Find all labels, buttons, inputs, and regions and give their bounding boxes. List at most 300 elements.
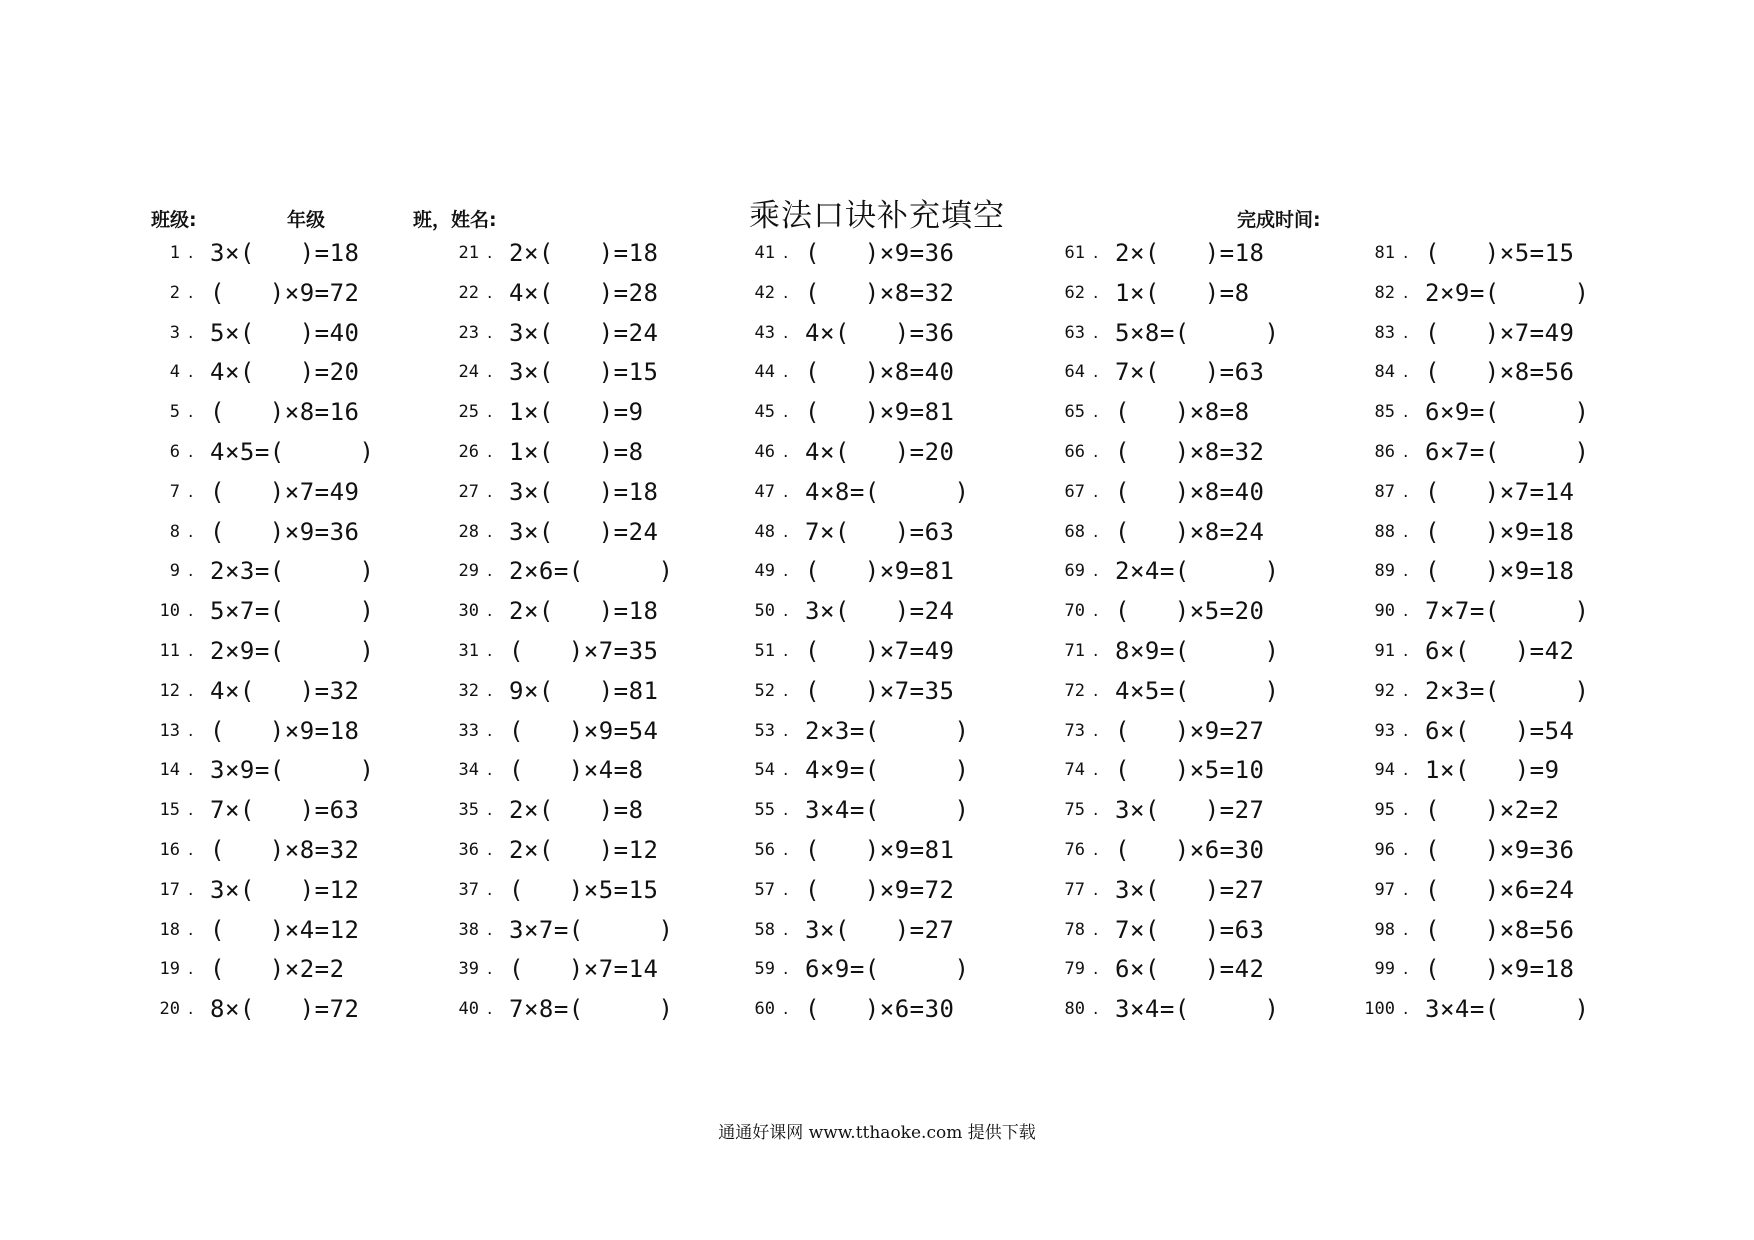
problem-row xyxy=(1343,353,1643,393)
problem-expression: ( )×5=15 xyxy=(1425,239,1575,267)
problem-number: 7 xyxy=(169,481,180,502)
problem-number: 14 xyxy=(159,760,180,781)
problem-expression: 6×( )=54 xyxy=(1425,716,1575,745)
problem-row xyxy=(128,712,428,752)
problem-separator: . xyxy=(783,999,789,1020)
problem-row xyxy=(1343,791,1643,831)
problem-row xyxy=(1343,751,1643,791)
problem-separator: . xyxy=(783,561,789,582)
problem-row xyxy=(128,950,428,990)
problem-row xyxy=(1343,950,1643,990)
problem-number: 56 xyxy=(754,839,775,860)
problem-row xyxy=(723,911,1023,951)
problem-expression: ( )×9=18 xyxy=(1425,557,1575,586)
problem-expression: 3×( )=12 xyxy=(210,875,360,904)
problem-separator: . xyxy=(1403,959,1409,980)
problem-row xyxy=(1033,592,1333,632)
problem-row xyxy=(427,552,727,592)
problem-expression: ( )×8=8 xyxy=(1115,398,1250,427)
problem-expression: ( )×9=81 xyxy=(805,398,955,427)
problem-number: 44 xyxy=(754,362,775,383)
problem-separator: . xyxy=(1403,601,1409,622)
problem-expression: 2×3=( ) xyxy=(805,716,970,745)
problem-expression: 3×9=( ) xyxy=(210,756,375,785)
problem-number: 41 xyxy=(754,243,775,263)
problem-separator: . xyxy=(783,720,789,741)
problem-expression: 1×( )=9 xyxy=(509,398,644,427)
problem-row xyxy=(1343,911,1643,951)
problem-column-4 xyxy=(1033,234,1333,1030)
problem-number: 98 xyxy=(1374,919,1395,940)
problem-expression: ( )×4=12 xyxy=(210,915,360,944)
problem-number: 68 xyxy=(1064,521,1085,542)
problem-expression: 8×9=( ) xyxy=(1115,636,1280,665)
problem-number: 85 xyxy=(1374,402,1395,423)
problem-separator: . xyxy=(783,362,789,383)
problem-row xyxy=(1343,552,1643,592)
problem-row xyxy=(1033,393,1333,433)
problem-number: 77 xyxy=(1064,879,1085,900)
problem-row xyxy=(723,274,1023,314)
problem-row xyxy=(1343,433,1643,473)
problem-expression: ( )×9=36 xyxy=(805,239,955,267)
problem-separator: . xyxy=(1093,640,1099,661)
problem-expression: ( )×9=36 xyxy=(210,517,360,546)
problem-expression: 4×5=( ) xyxy=(210,437,375,466)
problem-column-1 xyxy=(128,234,428,1030)
problem-row xyxy=(723,672,1023,712)
problem-separator: . xyxy=(1403,481,1409,502)
problem-expression: 4×( )=36 xyxy=(805,318,955,347)
problem-number: 42 xyxy=(754,282,775,303)
problem-expression: 4×5=( ) xyxy=(1115,676,1280,705)
problem-column-5 xyxy=(1343,234,1643,1030)
problem-row xyxy=(1033,712,1333,752)
problem-expression: ( )×7=14 xyxy=(509,955,659,984)
problem-expression: 4×( )=32 xyxy=(210,676,360,705)
problem-number: 94 xyxy=(1374,760,1395,781)
problem-number: 34 xyxy=(458,760,479,781)
problem-row xyxy=(128,592,428,632)
problem-row xyxy=(427,911,727,951)
problem-row xyxy=(1033,871,1333,911)
problem-expression: ( )×5=10 xyxy=(1115,756,1265,785)
problem-number: 52 xyxy=(754,680,775,701)
problem-expression: 2×9=( ) xyxy=(210,636,375,665)
problem-row xyxy=(128,314,428,354)
problem-row xyxy=(427,672,727,712)
problem-row xyxy=(427,751,727,791)
problem-row xyxy=(1033,552,1333,592)
problem-separator: . xyxy=(487,879,493,900)
problem-number: 51 xyxy=(754,640,775,661)
problem-separator: . xyxy=(783,322,789,343)
problem-separator: . xyxy=(1093,441,1099,462)
problem-separator: . xyxy=(188,481,194,502)
problem-number: 58 xyxy=(754,919,775,940)
problem-separator: . xyxy=(1093,561,1099,582)
problem-separator: . xyxy=(487,601,493,622)
problem-separator: . xyxy=(188,879,194,900)
problem-separator: . xyxy=(1093,680,1099,701)
problem-row xyxy=(1343,672,1643,712)
problem-row xyxy=(427,513,727,553)
problem-separator: . xyxy=(1093,760,1099,781)
problem-number: 32 xyxy=(458,680,479,701)
problem-separator: . xyxy=(1093,243,1099,263)
problem-number: 96 xyxy=(1374,839,1395,860)
problem-number: 6 xyxy=(169,441,180,462)
problem-expression: ( )×2=2 xyxy=(210,955,345,984)
problem-row xyxy=(1033,353,1333,393)
problem-separator: . xyxy=(1093,919,1099,940)
problem-separator: . xyxy=(783,959,789,980)
problem-number: 21 xyxy=(458,243,479,263)
problem-expression: 2×4=( ) xyxy=(1115,557,1280,586)
problem-number: 71 xyxy=(1064,640,1085,661)
problem-number: 73 xyxy=(1064,720,1085,741)
problem-row xyxy=(723,353,1023,393)
problem-expression: 2×( )=18 xyxy=(509,239,659,267)
problem-row xyxy=(1033,473,1333,513)
problem-separator: . xyxy=(783,640,789,661)
problem-separator: . xyxy=(487,640,493,661)
problem-separator: . xyxy=(188,402,194,423)
problem-row xyxy=(1343,314,1643,354)
problem-row xyxy=(723,791,1023,831)
problem-row xyxy=(128,473,428,513)
grade-label: 年级 xyxy=(287,209,326,231)
problem-expression: 4×9=( ) xyxy=(805,756,970,785)
problem-number: 76 xyxy=(1064,839,1085,860)
problem-row xyxy=(427,592,727,632)
problem-number: 13 xyxy=(159,720,180,741)
problem-row xyxy=(1343,871,1643,911)
problem-separator: . xyxy=(783,919,789,940)
problem-expression: 3×( )=27 xyxy=(805,915,955,944)
problem-row xyxy=(1343,831,1643,871)
problem-expression: ( )×7=35 xyxy=(509,636,659,665)
problem-number: 84 xyxy=(1374,362,1395,383)
problem-row xyxy=(1343,393,1643,433)
problem-row xyxy=(128,831,428,871)
problem-row xyxy=(128,433,428,473)
problem-row xyxy=(1343,632,1643,672)
problem-number: 10 xyxy=(159,601,180,622)
problem-row xyxy=(723,234,1023,274)
problem-row xyxy=(723,871,1023,911)
problem-number: 9 xyxy=(169,561,180,582)
problem-expression: 5×8=( ) xyxy=(1115,318,1280,347)
problem-separator: . xyxy=(1093,521,1099,542)
problem-separator: . xyxy=(188,919,194,940)
problem-separator: . xyxy=(1403,441,1409,462)
problem-separator: . xyxy=(1093,720,1099,741)
problem-separator: . xyxy=(783,879,789,900)
problem-number: 11 xyxy=(159,640,180,661)
problem-expression: 1×( )=8 xyxy=(1115,278,1250,307)
completion-time-label: 完成时间: xyxy=(1237,209,1321,231)
problem-separator: . xyxy=(487,760,493,781)
problem-number: 75 xyxy=(1064,800,1085,821)
problem-expression: ( )×5=20 xyxy=(1115,597,1265,626)
problem-expression: 7×( )=63 xyxy=(210,796,360,825)
problem-separator: . xyxy=(188,720,194,741)
problem-number: 79 xyxy=(1064,959,1085,980)
problem-number: 49 xyxy=(754,561,775,582)
problem-number: 4 xyxy=(169,362,180,383)
problem-row xyxy=(128,353,428,393)
problem-expression: ( )×6=30 xyxy=(1115,835,1265,864)
problem-separator: . xyxy=(188,322,194,343)
problem-number: 45 xyxy=(754,402,775,423)
problem-expression: 6×9=( ) xyxy=(1425,398,1590,427)
problem-number: 82 xyxy=(1374,282,1395,303)
problem-separator: . xyxy=(487,959,493,980)
problem-expression: 4×8=( ) xyxy=(805,477,970,506)
problem-row xyxy=(1033,831,1333,871)
problem-number: 70 xyxy=(1064,601,1085,622)
problem-row xyxy=(723,712,1023,752)
problem-separator: . xyxy=(188,521,194,542)
problem-separator: . xyxy=(783,800,789,821)
problem-number: 59 xyxy=(754,959,775,980)
problem-expression: 2×( )=18 xyxy=(509,597,659,626)
problem-expression: 6×9=( ) xyxy=(805,955,970,984)
problem-expression: ( )×9=81 xyxy=(805,557,955,586)
problem-separator: . xyxy=(1403,322,1409,343)
problem-expression: ( )×9=36 xyxy=(1425,835,1575,864)
problem-separator: . xyxy=(1093,999,1099,1020)
problem-number: 67 xyxy=(1064,481,1085,502)
problem-separator: . xyxy=(1403,282,1409,303)
problem-row xyxy=(128,393,428,433)
problem-separator: . xyxy=(1403,879,1409,900)
problem-separator: . xyxy=(1093,481,1099,502)
problem-separator: . xyxy=(1403,243,1409,263)
problem-separator: . xyxy=(783,243,789,263)
problem-row xyxy=(723,473,1023,513)
problem-row xyxy=(427,274,727,314)
problem-number: 3 xyxy=(169,322,180,343)
problem-number: 16 xyxy=(159,839,180,860)
problem-row xyxy=(128,513,428,553)
page-title: 乘法口诀补充填空 xyxy=(749,198,1005,234)
problem-row xyxy=(1343,274,1643,314)
problem-number: 20 xyxy=(159,999,180,1020)
problem-separator: . xyxy=(188,959,194,980)
problem-expression: ( )×8=32 xyxy=(1115,437,1265,466)
problem-row xyxy=(427,791,727,831)
problem-separator: . xyxy=(487,800,493,821)
problem-expression: ( )×8=40 xyxy=(805,358,955,387)
problem-expression: 2×3=( ) xyxy=(1425,676,1590,705)
problem-expression: 3×4=( ) xyxy=(1425,995,1590,1024)
problem-number: 26 xyxy=(458,441,479,462)
problem-expression: 9×( )=81 xyxy=(509,676,659,705)
problem-separator: . xyxy=(783,282,789,303)
problem-expression: ( )×8=32 xyxy=(805,278,955,307)
problem-row xyxy=(427,990,727,1030)
problem-number: 63 xyxy=(1064,322,1085,343)
problem-separator: . xyxy=(1403,362,1409,383)
problem-separator: . xyxy=(1403,839,1409,860)
problem-expression: 1×( )=9 xyxy=(1425,756,1560,785)
problem-number: 27 xyxy=(458,481,479,502)
problem-row xyxy=(1033,513,1333,553)
problem-number: 17 xyxy=(159,879,180,900)
problem-row xyxy=(427,234,727,274)
problem-number: 39 xyxy=(458,959,479,980)
problem-number: 30 xyxy=(458,601,479,622)
problem-expression: 4×( )=28 xyxy=(509,278,659,307)
problem-separator: . xyxy=(1403,521,1409,542)
problem-column-2 xyxy=(427,234,727,1030)
problem-expression: ( )×4=8 xyxy=(509,756,644,785)
problem-row xyxy=(128,791,428,831)
problem-row xyxy=(723,433,1023,473)
problem-row xyxy=(427,473,727,513)
problem-separator: . xyxy=(1093,839,1099,860)
problem-separator: . xyxy=(487,441,493,462)
problem-row xyxy=(723,831,1023,871)
problem-expression: ( )×6=24 xyxy=(1425,875,1575,904)
problem-separator: . xyxy=(188,282,194,303)
problem-row xyxy=(723,552,1023,592)
problem-number: 86 xyxy=(1374,441,1395,462)
problem-separator: . xyxy=(1093,879,1099,900)
problem-row xyxy=(1033,911,1333,951)
problem-number: 23 xyxy=(458,322,479,343)
problem-expression: 2×( )=8 xyxy=(509,796,644,825)
problem-expression: 3×( )=24 xyxy=(509,318,659,347)
problem-number: 69 xyxy=(1064,561,1085,582)
problem-separator: . xyxy=(1093,800,1099,821)
problem-row xyxy=(723,513,1023,553)
problem-row xyxy=(723,592,1023,632)
problem-row xyxy=(427,950,727,990)
problem-number: 100 xyxy=(1364,999,1395,1020)
problem-expression: 7×8=( ) xyxy=(509,995,674,1024)
problem-expression: 2×3=( ) xyxy=(210,557,375,586)
problem-separator: . xyxy=(188,680,194,701)
problem-expression: ( )×8=16 xyxy=(210,398,360,427)
problem-expression: 5×( )=40 xyxy=(210,318,360,347)
footer-credit: 通通好课网 www.tthaoke.com 提供下载 xyxy=(718,1123,1036,1143)
problem-separator: . xyxy=(487,919,493,940)
problem-separator: . xyxy=(188,800,194,821)
problem-separator: . xyxy=(487,243,493,263)
problem-row xyxy=(1343,234,1643,274)
problem-expression: ( )×9=18 xyxy=(210,716,360,745)
problem-separator: . xyxy=(783,760,789,781)
problem-separator: . xyxy=(487,999,493,1020)
problem-expression: 3×( )=18 xyxy=(509,477,659,506)
problem-expression: 2×( )=12 xyxy=(509,835,659,864)
problem-separator: . xyxy=(1403,919,1409,940)
problem-number: 35 xyxy=(458,800,479,821)
problem-expression: ( )×6=30 xyxy=(805,995,955,1024)
problem-number: 33 xyxy=(458,720,479,741)
problem-expression: ( )×7=49 xyxy=(210,477,360,506)
problem-row xyxy=(427,314,727,354)
problem-row xyxy=(1033,632,1333,672)
problem-separator: . xyxy=(487,282,493,303)
problem-number: 55 xyxy=(754,800,775,821)
problem-number: 37 xyxy=(458,879,479,900)
problem-row xyxy=(128,552,428,592)
problem-expression: 3×4=( ) xyxy=(805,796,970,825)
problem-separator: . xyxy=(188,839,194,860)
problem-separator: . xyxy=(1403,800,1409,821)
problem-separator: . xyxy=(188,441,194,462)
problem-separator: . xyxy=(487,720,493,741)
problem-separator: . xyxy=(188,640,194,661)
problem-row xyxy=(1343,513,1643,553)
problem-separator: . xyxy=(1403,760,1409,781)
problem-number: 1 xyxy=(169,243,180,263)
problem-expression: ( )×8=40 xyxy=(1115,477,1265,506)
problem-number: 28 xyxy=(458,521,479,542)
problem-number: 8 xyxy=(169,521,180,542)
problem-number: 57 xyxy=(754,879,775,900)
problem-expression: 3×( )=18 xyxy=(210,239,360,267)
problem-expression: 6×( )=42 xyxy=(1115,955,1265,984)
problem-separator: . xyxy=(487,402,493,423)
problem-number: 72 xyxy=(1064,680,1085,701)
problem-number: 12 xyxy=(159,680,180,701)
problem-row xyxy=(723,393,1023,433)
problem-row xyxy=(128,234,428,274)
problem-row xyxy=(723,632,1023,672)
problem-number: 19 xyxy=(159,959,180,980)
problem-separator: . xyxy=(487,322,493,343)
problem-number: 93 xyxy=(1374,720,1395,741)
problem-number: 54 xyxy=(754,760,775,781)
problem-expression: 3×( )=15 xyxy=(509,358,659,387)
problem-expression: 4×( )=20 xyxy=(210,358,360,387)
problem-row xyxy=(128,871,428,911)
problem-row xyxy=(128,990,428,1030)
problem-expression: 3×( )=24 xyxy=(805,597,955,626)
problem-number: 50 xyxy=(754,601,775,622)
problem-row xyxy=(1343,990,1643,1030)
problem-number: 2 xyxy=(169,282,180,303)
problem-separator: . xyxy=(783,601,789,622)
problem-number: 81 xyxy=(1374,243,1395,263)
problem-row xyxy=(427,353,727,393)
problem-separator: . xyxy=(1093,362,1099,383)
problem-row xyxy=(1033,791,1333,831)
problem-expression: ( )×7=14 xyxy=(1425,477,1575,506)
problem-number: 60 xyxy=(754,999,775,1020)
problem-expression: ( )×9=18 xyxy=(1425,955,1575,984)
problem-number: 95 xyxy=(1374,800,1395,821)
problem-separator: . xyxy=(1403,402,1409,423)
problem-separator: . xyxy=(1093,402,1099,423)
problem-separator: . xyxy=(487,839,493,860)
class-label: 班级: xyxy=(151,209,197,231)
problem-number: 83 xyxy=(1374,322,1395,343)
problem-number: 61 xyxy=(1064,243,1085,263)
problem-row xyxy=(723,990,1023,1030)
problem-number: 38 xyxy=(458,919,479,940)
problem-row xyxy=(427,871,727,911)
problem-row xyxy=(1033,314,1333,354)
problem-row xyxy=(723,751,1023,791)
problem-number: 99 xyxy=(1374,959,1395,980)
problem-row xyxy=(128,632,428,672)
